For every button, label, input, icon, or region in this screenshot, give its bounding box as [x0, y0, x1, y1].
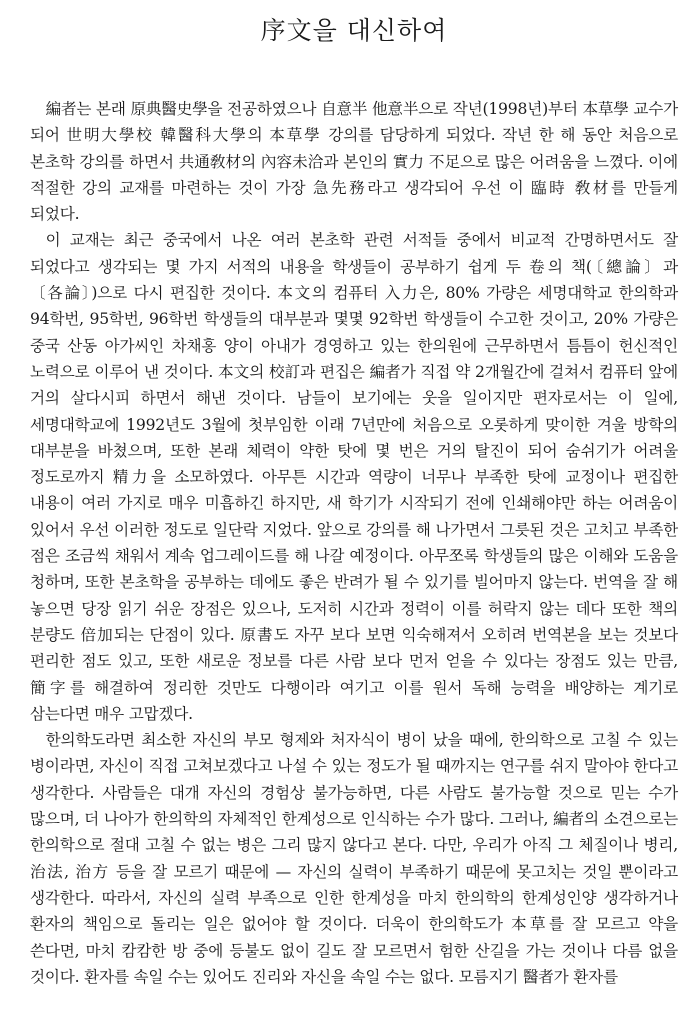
- paragraph: 이 교재는 최근 중국에서 나온 여러 본초학 관련 서적들 중에서 비교적 간명하면서도 잘 되었다고 생각되는 몇 가지 서적의 내용을 학생들이 공부하기 쉽게 두 卷의 책(〔總論〕과 〔各論〕)으로 다시 편집한 것이다. 本文의 컴퓨터 入力은, 80% 가량은 세명대학교 한의학과 94학번, 95학번, 96학번 학생들의 대부분과 몇몇 92학번 학생들이 수고한 것이고, 20% 가량은 중국 산동 아가씨인 차채홍 양이 아내가 경영하고 있는 한의원에 근무하면서 틈틈이 헌신적인 노력으로 이루어 낸 것이다. 本文의 校訂과 편집은 編者가 직접 약 2개월간에 걸쳐서 컴퓨터 앞에 거의 살다시피 하면서 해낸 것이다. 남들이 보기에는 웃을 일이지만 편자로서는 이 일에, 세명대학교에 1992년도 3월에 첫부임한 이래 7년만에 처음으로 오롯하게 맞이한 겨울 방학의 대부분을 바쳤으며, 또한 본래 체력이 약한 탓에 몇 번은 거의 탈진이 되어 숨쉬기가 어려울 정도로까지 精力을 소모하였다. 아무튼 시간과 역량이 너무나 부족한 탓에 교정이나 편집한 내용이 여러 가지로 매우 미흡하긴 하지만, 새 학기가 시작되기 전에 인쇄해야만 하는 어려움이 있어서 우선 이러한 정도로 일단락 지었다. 앞으로 강의를 해 나가면서 그릇된 것은 고치고 부족한 점은 조금씩 채워서 계속 업그레이드를 해 나갈 예정이다. 아무쪼록 학생들의 많은 이해와 도움을 청하며, 또한 본초학을 공부하는 데에도 좋은 반려가 될 수 있기를 빌어마지 않는다. 번역을 잘 해 놓으면 당장 읽기 쉬운 장점은 있으나, 도저히 시간과 정력이 이를 허락지 않는 데다 또한 책의 분량도 倍加되는 단점이 있다. 原書도 자꾸 보다 보면 익숙해져서 오히려 번역본을 보는 것보다 편리한 점도 있고, 또한 새로운 정보를 다른 사람 보다 먼저 얻을 수 있다는 장점도 있는 만큼, 簡字를 해결하여 정리한 것만도 다행이라 여기고 이를 원서 독해 능력을 배양하는 계기로 삼는다면 매우 고맙겠다.: [30, 231, 678, 723]
- preface-body: [30, 96, 678, 990]
- paragraph: 한의학도라면 최소한 자신의 부모 형제와 처자식이 병이 났을 때에, 한의학으로 고칠 수 있는 병이라면, 자신이 직접 고쳐보겠다고 나설 수 있는 정도가 될 때까지는 연구를 쉬지 말아야 한다고 생각한다. 사람들은 대개 자신의 경험상 불가능하면, 다른 사람도 불가능할 것으로 믿는 수가 많으며, 더 나아가 한의학의 자체적인 한계성으로 인식하는 수가 많다. 그러나, 編者의 소견으로는 한의학으로 절대 고칠 수 없는 병은 그리 많지 않다고 본다. 다만, 우리가 아직 그 체질이나 병리, 治法, 治方 등을 잘 모르기 때문에 — 자신의 실력이 부족하기 때문에 못고치는 것일 뿐이라고 생각한다. 따라서, 자신의 실력 부족으로 인한 한계성을 마치 한의학의 한계성인양 생각하거나 환자의 책임으로 돌리는 일은 없어야 할 것이다. 더욱이 한의학도가 本草를 잘 모르고 약을 쓴다면, 마치 캄캄한 방 중에 등불도 없이 길도 잘 모르면서 험한 산길을 가는 것이나 다름 없을 것이다. 환자를 속일 수는 있어도 진리와 자신을 속일 수는 없다. 모름지기 醫者가 환자를: [30, 731, 678, 986]
- paragraph: 編者는 본래 原典醫史學을 전공하였으나 自意半 他意半으로 작년(1998년)부터 本草學 교수가 되어 世明大學校 韓醫科大學의 本草學 강의를 담당하게 되었다. 작년 한 해 동안 처음으로 본초학 강의를 하면서 共通敎材의 內容未洽과 본인의 實力 不足으로 많은 어려움을 느꼈다. 이에 적절한 강의 교재를 마련하는 것이 가장 急先務라고 생각되어 우선 이 臨時 敎材를 만들게 되었다.: [30, 100, 678, 224]
- page-title: 序文을 대신하여: [260, 16, 448, 45]
